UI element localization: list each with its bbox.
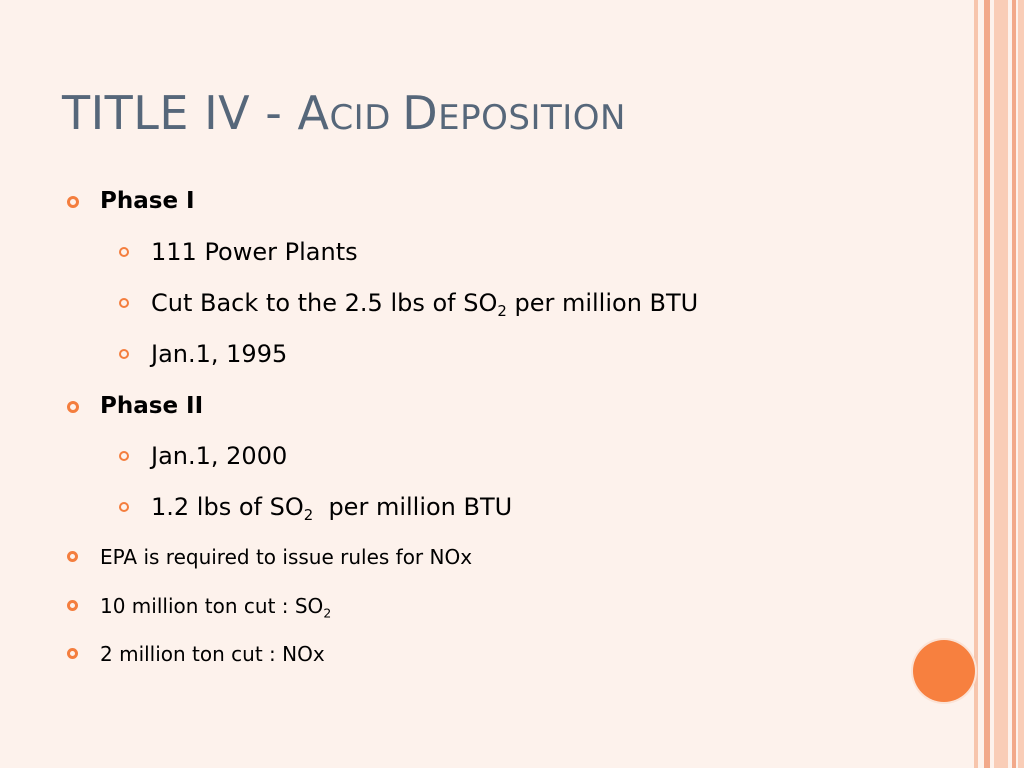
list-item-text: Jan.1, 1995 bbox=[151, 340, 288, 368]
subscript: 2 bbox=[497, 302, 507, 321]
decorative-side-stripes bbox=[974, 0, 1024, 768]
circle-bullet-icon bbox=[67, 648, 78, 659]
list-item-text: per million BTU bbox=[313, 493, 513, 521]
title-text: CID bbox=[329, 98, 403, 138]
list-item-date-1995 bbox=[151, 340, 287, 368]
circle-bullet-icon bbox=[67, 401, 79, 413]
stripe bbox=[994, 0, 1008, 768]
subscript: 2 bbox=[303, 506, 314, 525]
list-item-text: Jan.1, 2000 bbox=[151, 442, 288, 470]
list-item-text: EPA is required to issue rules for NOx bbox=[100, 545, 473, 569]
circle-bullet-icon bbox=[67, 600, 78, 611]
list-item-text: per million BTU bbox=[506, 289, 699, 317]
stripe bbox=[974, 0, 978, 768]
circle-bullet-icon bbox=[119, 502, 129, 512]
list-item-epa-rules bbox=[100, 545, 472, 569]
title-text: EPOSITION bbox=[438, 98, 626, 138]
list-item-text: Cut Back to the 2.5 lbs of SO bbox=[151, 289, 498, 317]
list-item-phase-1 bbox=[100, 188, 195, 214]
list-item-power-plants bbox=[151, 238, 358, 266]
list-item-nox-cut bbox=[100, 642, 325, 666]
list-item-text: Phase II bbox=[100, 393, 204, 419]
list-item-date-2000 bbox=[151, 442, 287, 470]
circle-bullet-icon bbox=[119, 349, 129, 359]
title-text: A bbox=[297, 86, 330, 140]
stripe bbox=[984, 0, 990, 768]
decorative-circle bbox=[913, 640, 975, 702]
title-text: TITLE IV - bbox=[62, 86, 298, 140]
circle-bullet-icon bbox=[119, 451, 129, 461]
list-item-text: 111 Power Plants bbox=[151, 238, 358, 266]
list-item-so2-cut bbox=[100, 594, 332, 621]
list-item-so2-limit bbox=[151, 493, 513, 525]
title-text: D bbox=[402, 86, 439, 140]
stripe bbox=[1012, 0, 1016, 768]
list-item-text: 1.2 lbs of SO bbox=[151, 493, 304, 521]
circle-bullet-icon bbox=[67, 196, 79, 208]
list-item-text: Phase I bbox=[100, 188, 195, 214]
list-item-phase-2 bbox=[100, 393, 203, 419]
list-item-cut-back bbox=[151, 289, 699, 321]
circle-bullet-icon bbox=[67, 551, 78, 562]
subscript: 2 bbox=[323, 605, 332, 621]
list-item-text: 10 million ton cut : SO bbox=[100, 594, 324, 618]
circle-bullet-icon bbox=[119, 298, 129, 308]
circle-bullet-icon bbox=[119, 247, 129, 257]
stripe bbox=[1018, 0, 1024, 768]
list-item-text: 2 million ton cut : NOx bbox=[100, 642, 325, 666]
